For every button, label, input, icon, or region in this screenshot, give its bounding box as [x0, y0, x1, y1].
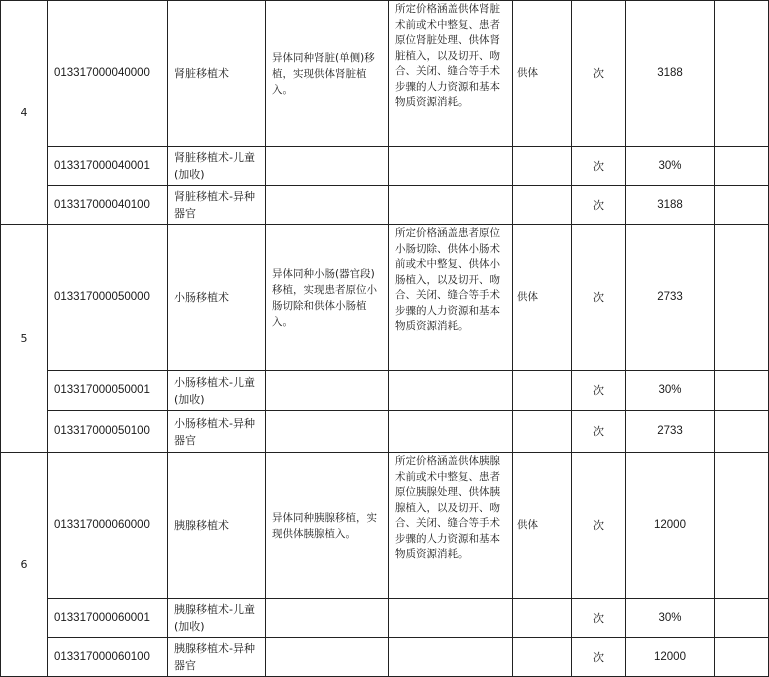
item-price: 30%: [626, 371, 715, 411]
item-excluded: [513, 638, 572, 677]
item-code: 013317000050000: [48, 225, 168, 371]
item-price: 30%: [626, 599, 715, 638]
item-unit: 次: [572, 147, 626, 186]
table-row: [1, 453, 769, 599]
item-code: 013317000060000: [48, 453, 168, 599]
item-price: 12000: [626, 453, 715, 599]
item-price: 12000: [626, 638, 715, 677]
item-excluded: 供体: [513, 1, 572, 147]
item-price: 2733: [626, 411, 715, 453]
item-scope: 所定价格涵盖供体肾脏术前或术中整复、患者原位肾脏处理、供体肾脏植入，以及切开、吻合、关闭、缝合等手术步骤的人力资源和基本物质资源消耗。: [389, 1, 513, 147]
item-name: 小肠移植术: [168, 225, 266, 371]
item-name: 胰腺移植术: [168, 453, 266, 599]
item-scope: [389, 411, 513, 453]
item-code: 013317000060001: [48, 599, 168, 638]
item-excluded: [513, 371, 572, 411]
item-excluded: [513, 599, 572, 638]
table-row: [1, 1, 769, 147]
item-scope: 所定价格涵盖供体胰腺术前或术中整复、患者原位胰腺处理、供体胰腺植入，以及切开、吻合、关闭、缝合等手术步骤的人力资源和基本物质资源消耗。: [389, 453, 513, 599]
item-name: 肾脏移植术-异种器官: [168, 186, 266, 225]
item-content: 异体同种小肠(器官段)移植，实现患者原位小肠切除和供体小肠植入。: [266, 225, 389, 371]
item-price: 3188: [626, 1, 715, 147]
item-unit: 次: [572, 186, 626, 225]
item-code: 013317000050100: [48, 411, 168, 453]
item-note: [715, 411, 769, 453]
item-content: [266, 371, 389, 411]
item-note: [715, 638, 769, 677]
item-note: [715, 453, 769, 599]
item-content: [266, 411, 389, 453]
item-content: 异体同种胰腺移植，实现供体胰腺植入。: [266, 453, 389, 599]
item-unit: 次: [572, 638, 626, 677]
item-scope: [389, 186, 513, 225]
item-code: 013317000040000: [48, 1, 168, 147]
item-note: [715, 599, 769, 638]
item-price: 2733: [626, 225, 715, 371]
item-price: 30%: [626, 147, 715, 186]
group-number: 6: [1, 453, 48, 677]
table-row: [1, 411, 769, 453]
item-name: 小肠移植术-儿童(加收): [168, 371, 266, 411]
item-content: [266, 147, 389, 186]
item-code: 013317000040100: [48, 186, 168, 225]
item-unit: 次: [572, 599, 626, 638]
item-excluded: [513, 186, 572, 225]
table-body: [1, 1, 769, 677]
item-excluded: [513, 147, 572, 186]
table-row: [1, 225, 769, 371]
item-excluded: [513, 411, 572, 453]
item-note: [715, 225, 769, 371]
item-price: 3188: [626, 186, 715, 225]
table-row: [1, 147, 769, 186]
item-code: 013317000050001: [48, 371, 168, 411]
item-unit: 次: [572, 453, 626, 599]
item-note: [715, 147, 769, 186]
item-excluded: 供体: [513, 225, 572, 371]
item-code: 013317000060100: [48, 638, 168, 677]
item-code: 013317000040001: [48, 147, 168, 186]
table-row: [1, 371, 769, 411]
item-content: [266, 599, 389, 638]
item-content: [266, 638, 389, 677]
item-name: 小肠移植术-异种器官: [168, 411, 266, 453]
item-content: 异体同种肾脏(单侧)移植，实现供体肾脏植入。: [266, 1, 389, 147]
group-number: 5: [1, 225, 48, 453]
item-content: [266, 186, 389, 225]
group-number: 4: [1, 1, 48, 225]
item-scope: 所定价格涵盖患者原位小肠切除、供体小肠术前或术中整复、供体小肠植入，以及切开、吻合、关闭、缝合等手术步骤的人力资源和基本物质资源消耗。: [389, 225, 513, 371]
table-row: [1, 186, 769, 225]
item-note: [715, 186, 769, 225]
item-scope: [389, 147, 513, 186]
item-unit: 次: [572, 371, 626, 411]
item-scope: [389, 599, 513, 638]
table-row: [1, 599, 769, 638]
item-unit: 次: [572, 225, 626, 371]
item-name: 肾脏移植术-儿童(加收): [168, 147, 266, 186]
item-name: 胰腺移植术-儿童(加收): [168, 599, 266, 638]
item-unit: 次: [572, 1, 626, 147]
item-note: [715, 1, 769, 147]
item-note: [715, 371, 769, 411]
item-excluded: 供体: [513, 453, 572, 599]
item-unit: 次: [572, 411, 626, 453]
item-scope: [389, 371, 513, 411]
item-scope: [389, 638, 513, 677]
item-name: 胰腺移植术-异种器官: [168, 638, 266, 677]
item-name: 肾脏移植术: [168, 1, 266, 147]
table-row: [1, 638, 769, 677]
